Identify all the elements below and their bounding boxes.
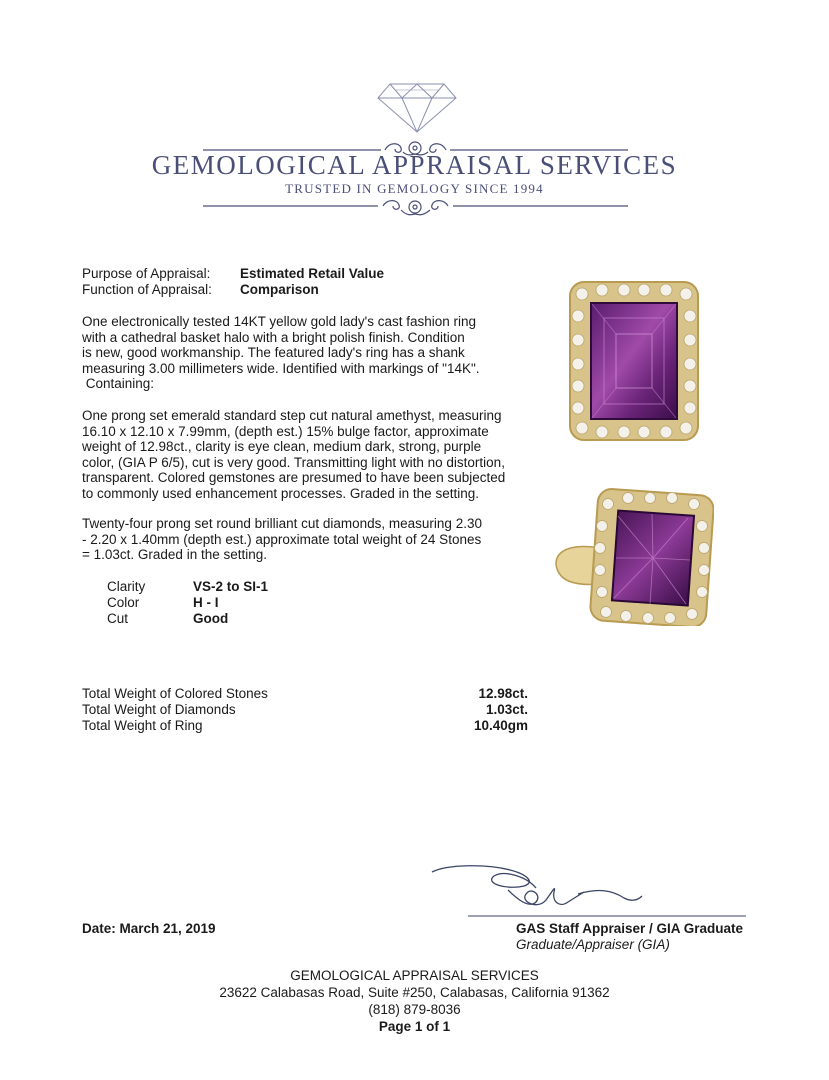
purpose-value: Estimated Retail Value [240, 266, 385, 281]
total-diamonds-value: 1.03ct. [485, 702, 528, 717]
diamonds-description [82, 516, 522, 563]
diamonds-line: Twenty-four prong set round brilliant cut diamonds, measuring 2.30 [82, 516, 482, 531]
appraiser-subtitle: Graduate/Appraiser (GIA) [516, 937, 670, 952]
amethyst-description [82, 408, 522, 501]
grade-color-value: H - I [193, 595, 219, 610]
ring-photo-angle-view [552, 486, 714, 626]
grade-color-label: Color [107, 595, 140, 610]
amethyst-line: color, (GIA P 6/5), cut is very good. Transmitting light with no distortion, [82, 454, 505, 470]
ornament-divider-bottom [203, 196, 628, 218]
grade-cut-label: Cut [107, 611, 129, 626]
purpose-label: Purpose of Appraisal: [82, 266, 211, 281]
page-number: Page 1 of 1 [378, 1019, 451, 1034]
description-line: Containing: [82, 376, 155, 391]
company-tagline: TRUSTED IN GEMOLOGY SINCE 1994 [285, 181, 544, 196]
total-ring-value: 10.40gm [473, 718, 528, 733]
ring-photo-top-view [568, 280, 700, 442]
description-line: One electronically tested 14KT yellow gold lady's cast fashion ring [82, 314, 477, 329]
diamonds-line: = 1.03ct. Graded in the setting. [82, 547, 267, 562]
amethyst-line: to commonly used enhancement processes. Graded in the setting. [82, 485, 479, 501]
amethyst-line: weight of 12.98ct., clarity is eye clean, medium dark, strong, purple [82, 439, 482, 454]
amethyst-line: 16.10 x 12.10 x 7.99mm, (depth est.) 15% bulge factor, approximate [82, 423, 489, 439]
grade-cut-value: Good [193, 611, 229, 626]
footer-company: GEMOLOGICAL APPRAISAL SERVICES [290, 968, 539, 983]
description-line: with a cathedral basket halo with a bright polish finish. Condition [82, 329, 465, 345]
total-colored-stones-value: 12.98ct. [478, 686, 528, 701]
appraiser-signature [428, 862, 758, 920]
function-label: Function of Appraisal: [82, 282, 212, 297]
diamonds-line: - 2.20 x 1.40mm (depth est.) approximate total weight of 24 Stones [82, 531, 482, 547]
total-colored-stones-label: Total Weight of Colored Stones [82, 686, 268, 701]
appraiser-title: GAS Staff Appraiser / GIA Graduate [516, 921, 744, 936]
description-line: is new, good workmanship. The featured lady's ring has a shank [82, 345, 465, 360]
amethyst-line: One prong set emerald standard step cut natural amethyst, measuring [82, 408, 502, 423]
diamond-logo-icon [376, 82, 458, 134]
company-name: GEMOLOGICAL APPRAISAL SERVICES [151, 150, 678, 180]
description-line: measuring 3.00 millimeters wide. Identified with markings of "14K". [82, 360, 480, 376]
grade-clarity-value: VS-2 to SI-1 [193, 579, 269, 594]
function-value: Comparison [240, 282, 319, 297]
total-diamonds-label: Total Weight of Diamonds [82, 702, 236, 717]
amethyst-line: transparent. Colored gemstones are presumed to have been subjected [82, 470, 506, 485]
ring-description [82, 314, 522, 392]
grade-clarity-label: Clarity [107, 579, 146, 594]
total-ring-label: Total Weight of Ring [82, 718, 203, 733]
footer-phone: (818) 879-8036 [368, 1002, 461, 1017]
appraisal-date: Date: March 21, 2019 [82, 921, 216, 936]
footer-address: 23622 Calabasas Road, Suite #250, Calabasas, California 91362 [219, 985, 610, 1000]
